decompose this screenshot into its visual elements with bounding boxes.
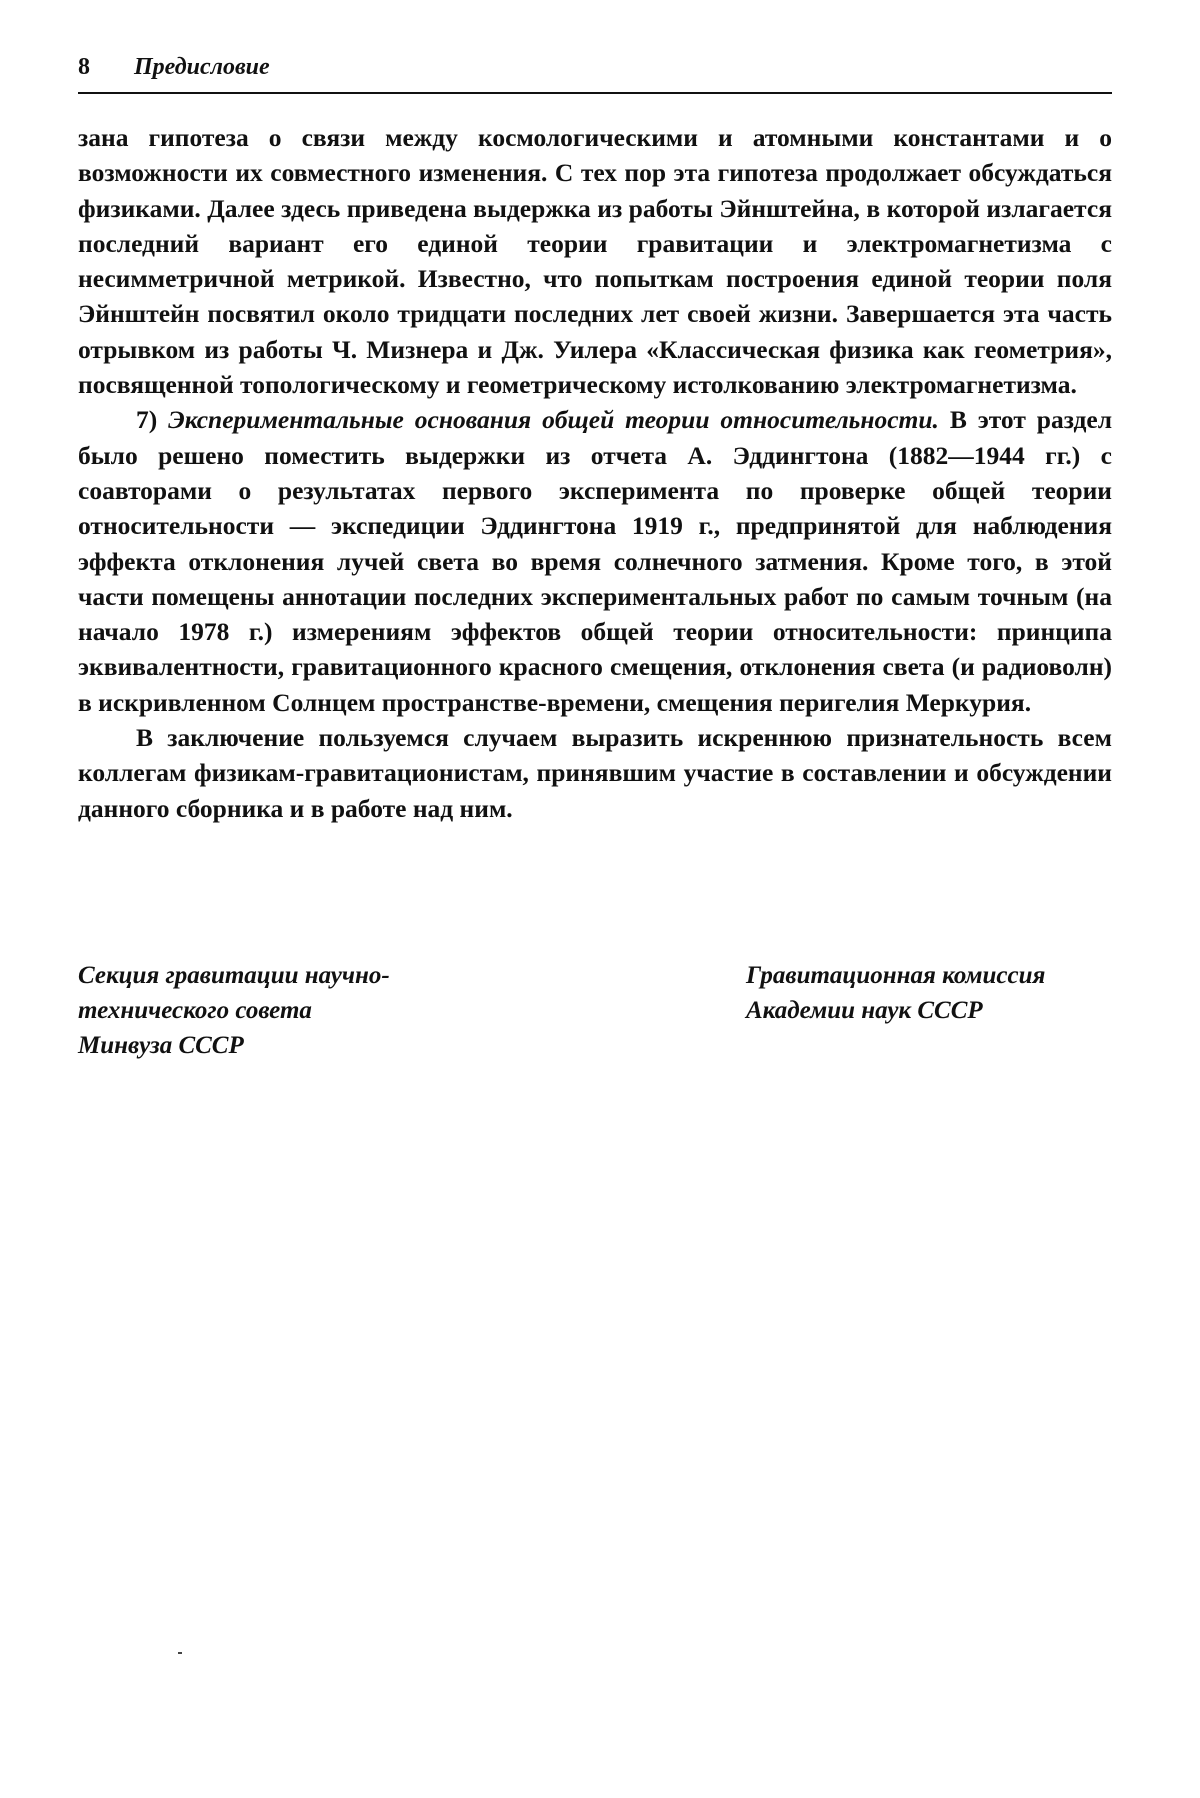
section-title: Предисловие <box>134 54 270 80</box>
signature-left-line-3: Минвуза СССР <box>78 1032 244 1059</box>
main-text <box>78 120 1112 826</box>
item-text: В этот раздел было решено поместить выдержки из отчета А. Эддингтона (1882—1944 гг.) с соавторами о результатах первого эксперимента по проверке общей теории относительности — экспедиции Эддингтона 1919 г., предпринятой для наблюдения эффекта отклонения лучей света во время солнечного затмения. Кроме того, в этой части помещены аннотации последних экспериментальных работ по самым точным (на начало 1978 г.) измерениям эффектов общей теории относительности: принципа эквивалентности, гравитационного красного смещения, отклонения света (и радиоволн) в искривленном Солнцем пространстве-времени, смещения перигелия Меркурия. <box>78 405 1113 717</box>
signature-left-line-2: технического совета <box>78 997 312 1024</box>
signatures <box>78 958 1112 1078</box>
running-head <box>78 52 1112 94</box>
signature-left <box>78 958 598 1063</box>
scan-speck <box>178 1652 182 1654</box>
paragraph-item-7 <box>78 402 1112 720</box>
paragraph-conclusion: В заключение пользуемся случаем выразить искреннюю признательность всем коллегам физикам-гравитационистам, принявшим участие в составлении и обсуждении данного сборника и в работе над ним. <box>78 723 1112 823</box>
signature-left-line-1: Секция гравитации научно- <box>78 962 390 989</box>
item-heading: Экспериментальные основания общей теории относительности. <box>168 405 939 435</box>
signature-right-line-1: Гравитационная комиссия <box>746 962 1046 989</box>
signature-right-line-2: Академии наук СССР <box>746 997 983 1024</box>
page-number: 8 <box>78 54 90 80</box>
item-marker: 7) <box>136 405 158 435</box>
paragraph-continuation: зана гипотеза о связи между космологическими и атомными константами и о возможности их совместного изменения. С тех пор эта гипотеза продолжает обсуждаться физиками. Далее здесь приведена выдержка из работы Эйнштейна, в которой излагается последний вариант его единой теории гравитации и электромагнетизма с несимметричной метрикой. Известно, что попыткам построения единой теории поля Эйнштейн посвятил около тридцати последних лет своей жизни. Завершается эта часть отрывком из работы Ч. Мизнера и Дж. Уилера «Классическая физика как геометрия», посвященной топологическому и геометрическому истолкованию электромагнетизма. <box>78 123 1112 400</box>
signature-right <box>746 958 1112 1028</box>
